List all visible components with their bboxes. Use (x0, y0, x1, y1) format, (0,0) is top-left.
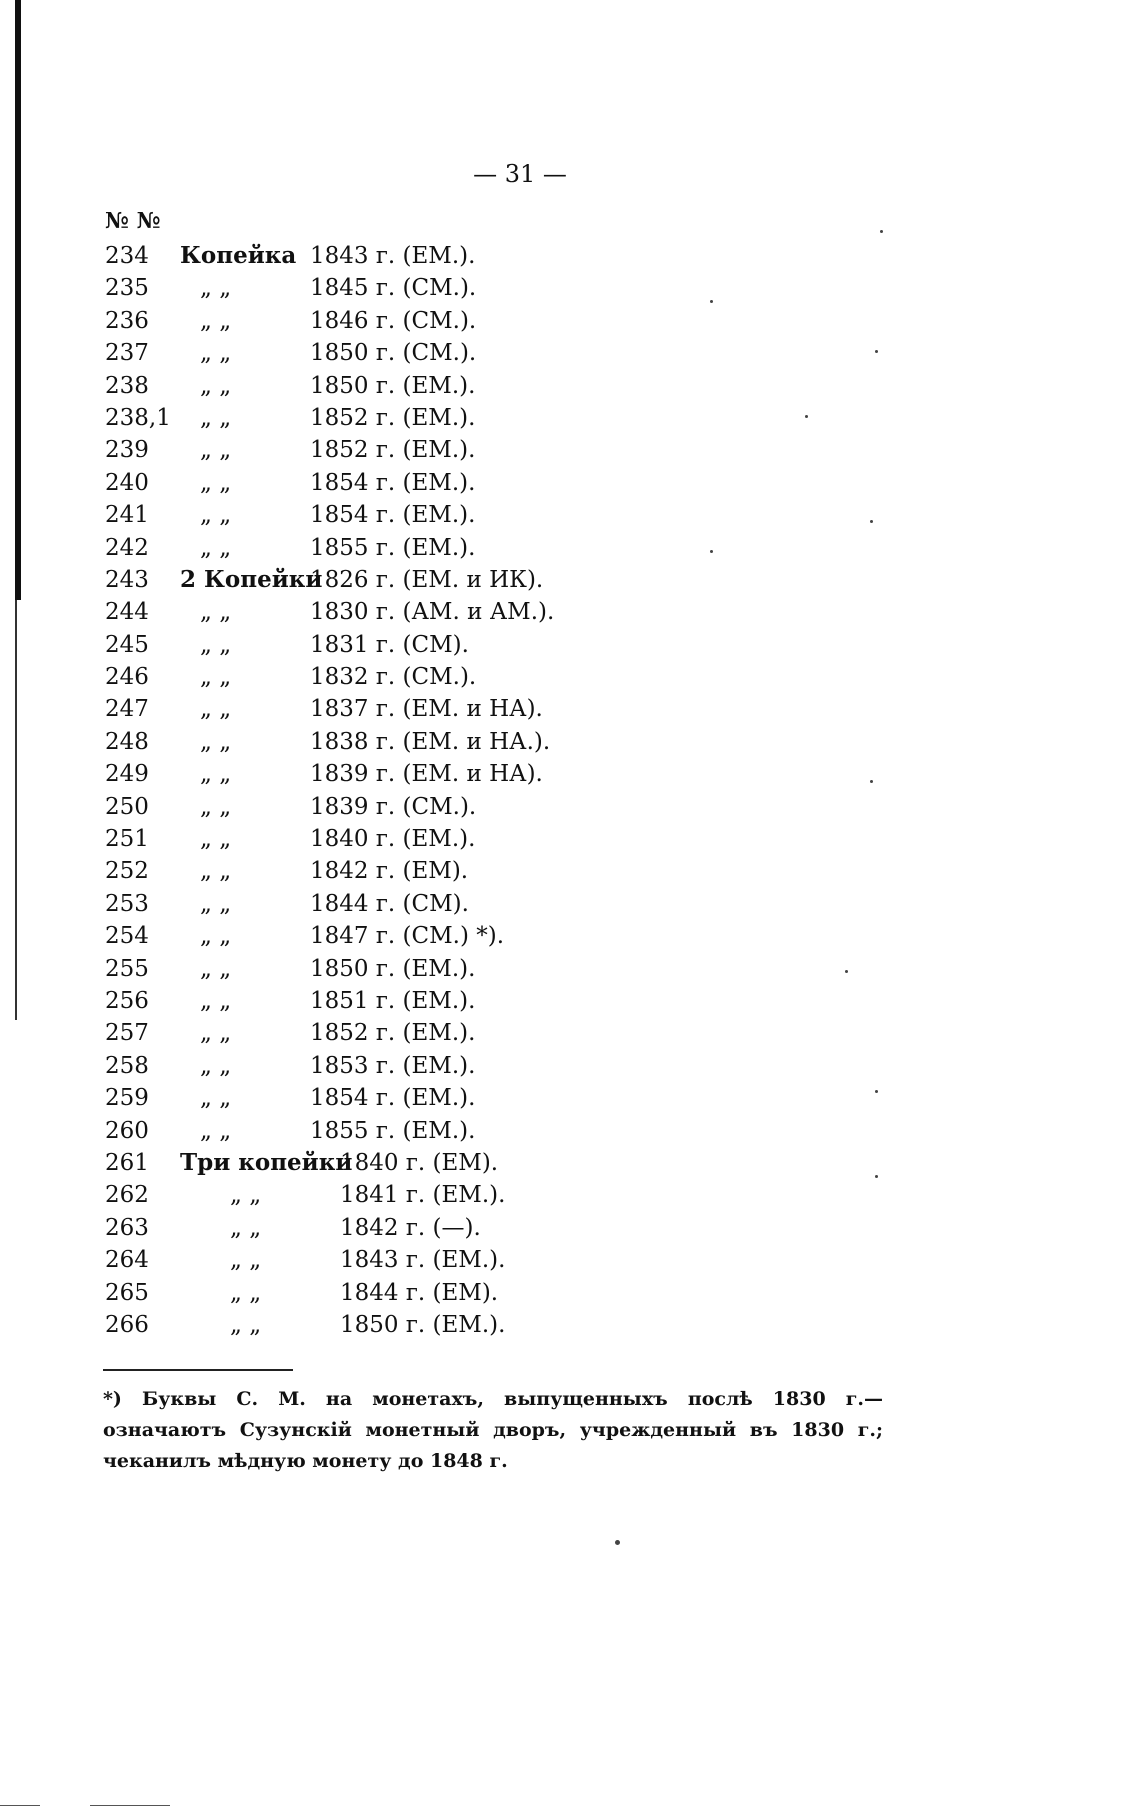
coin-year-mint: 1851 г. (ЕМ.). (310, 987, 476, 1014)
item-number: 264 (105, 1247, 149, 1274)
coin-year-mint: 1847 г. (СМ.) *). (310, 923, 505, 950)
coin-year-mint: 1840 г. (ЕМ.). (310, 826, 476, 853)
item-number: 260 (105, 1117, 149, 1144)
coin-year-mint: 1846 г. (СМ.). (310, 307, 477, 334)
list-item (0, 791, 900, 823)
coin-year-mint: 1852 г. (ЕМ.). (310, 437, 476, 464)
coin-year-mint: 1855 г. (ЕМ.). (310, 534, 476, 561)
list-item (0, 693, 900, 725)
coin-denomination: „ „ (200, 469, 232, 496)
scan-speck (870, 780, 873, 783)
item-number: 245 (105, 631, 149, 658)
page-number: — 31 — (473, 160, 567, 188)
scan-speck (845, 970, 848, 973)
item-number: 242 (105, 534, 149, 561)
scan-speck (710, 300, 713, 303)
coin-year-mint: 1845 г. (СМ.). (310, 275, 477, 302)
scan-speck (875, 1090, 878, 1093)
list-item (0, 240, 900, 272)
item-number: 266 (105, 1311, 149, 1338)
coin-denomination: „ „ (230, 1311, 262, 1338)
list-item (0, 823, 900, 855)
item-number: 238 (105, 372, 149, 399)
list-item (0, 370, 900, 402)
list-item (0, 1147, 900, 1179)
footnote: *) Буквы С. М. на монетахъ, выпущенныхъ послѣ 1830 г.—означаютъ Сузунскій монетный дворъ, учрежденный въ 1830 г.; чеканилъ мѣдную монету до 1848 г. (103, 1388, 883, 1472)
coin-year-mint: 1850 г. (ЕМ.). (310, 955, 476, 982)
list-item (0, 1244, 900, 1276)
item-number: 259 (105, 1085, 149, 1112)
coin-year-mint: 1838 г. (ЕМ. и НА.). (310, 728, 551, 755)
coin-year-mint: 1830 г. (АМ. и АМ.). (310, 599, 555, 626)
coin-denomination: „ „ (200, 987, 232, 1014)
coin-denomination: „ „ (200, 890, 232, 917)
coin-denomination: Три копейки (180, 1148, 353, 1176)
list-item (0, 953, 900, 985)
coin-year-mint: 1837 г. (ЕМ. и НА). (310, 696, 543, 723)
item-number: 237 (105, 340, 149, 367)
coin-denomination: „ „ (200, 793, 232, 820)
list-item (0, 305, 900, 337)
coin-year-mint: 1842 г. (ЕМ). (310, 858, 469, 885)
item-number: 254 (105, 923, 149, 950)
list-item (0, 1017, 900, 1049)
scan-speck (615, 1540, 620, 1545)
item-number: 246 (105, 664, 149, 691)
item-number: 251 (105, 826, 149, 853)
item-number: 262 (105, 1182, 149, 1209)
coin-denomination: „ „ (200, 340, 232, 367)
list-item (0, 596, 900, 628)
scan-edge-line (90, 1805, 170, 1806)
coin-year-mint: 1841 г. (ЕМ.). (340, 1182, 506, 1209)
list-item (0, 499, 900, 531)
item-number: 252 (105, 858, 149, 885)
coin-year-mint: 1850 г. (СМ.). (310, 340, 477, 367)
coin-year-mint: 1854 г. (ЕМ.). (310, 469, 476, 496)
coin-denomination: „ „ (230, 1279, 262, 1306)
coin-year-mint: 1843 г. (ЕМ.). (340, 1247, 506, 1274)
list-item (0, 1082, 900, 1114)
list-item (0, 855, 900, 887)
footnote-rule (103, 1369, 293, 1371)
coin-denomination: „ „ (200, 372, 232, 399)
scan-speck (870, 520, 873, 523)
list-item (0, 920, 900, 952)
list-item (0, 272, 900, 304)
coin-year-mint: 1854 г. (ЕМ.). (310, 1085, 476, 1112)
coin-denomination: „ „ (200, 1052, 232, 1079)
item-number: 247 (105, 696, 149, 723)
scan-speck (710, 550, 713, 553)
scan-speck (805, 415, 808, 418)
coin-denomination: Копейка (180, 242, 297, 269)
item-number: 265 (105, 1279, 149, 1306)
coin-list (0, 240, 900, 1341)
coin-denomination: „ „ (200, 858, 232, 885)
list-item (0, 337, 900, 369)
coin-denomination: „ „ (230, 1182, 262, 1209)
list-item (0, 1212, 900, 1244)
coin-denomination: „ „ (200, 1117, 232, 1144)
list-item (0, 1050, 900, 1082)
coin-denomination: „ „ (200, 599, 232, 626)
coin-denomination: „ „ (200, 761, 232, 788)
list-item (0, 1115, 900, 1147)
item-number: 238,1 (105, 404, 171, 431)
item-number: 249 (105, 761, 149, 788)
coin-year-mint: 1854 г. (ЕМ.). (310, 502, 476, 529)
coin-denomination: „ „ (200, 275, 232, 302)
coin-denomination: „ „ (200, 696, 232, 723)
scan-speck (875, 350, 878, 353)
item-number: 261 (105, 1149, 149, 1176)
coin-denomination: „ „ (200, 404, 232, 431)
coin-year-mint: 1850 г. (ЕМ.). (340, 1311, 506, 1338)
coin-denomination: „ „ (200, 502, 232, 529)
item-number: 248 (105, 728, 149, 755)
item-number: 256 (105, 987, 149, 1014)
coin-denomination: „ „ (200, 1085, 232, 1112)
item-number: 257 (105, 1020, 149, 1047)
coin-year-mint: 1853 г. (ЕМ.). (310, 1052, 476, 1079)
coin-year-mint: 1852 г. (ЕМ.). (310, 404, 476, 431)
item-number: 241 (105, 502, 149, 529)
item-number: 243 (105, 566, 149, 593)
item-number: 255 (105, 955, 149, 982)
coin-denomination: „ „ (200, 1020, 232, 1047)
coin-denomination: „ „ (200, 955, 232, 982)
coin-denomination: „ „ (230, 1247, 262, 1274)
coin-denomination: „ „ (200, 307, 232, 334)
list-item (0, 1179, 900, 1211)
list-item (0, 532, 900, 564)
list-item (0, 888, 900, 920)
list-item (0, 1309, 900, 1341)
coin-year-mint: 1839 г. (СМ.). (310, 793, 477, 820)
item-number: 234 (105, 243, 149, 269)
list-item (0, 434, 900, 466)
scan-edge-line (0, 1805, 40, 1806)
coin-denomination: „ „ (200, 923, 232, 950)
coin-year-mint: 1832 г. (СМ.). (310, 664, 477, 691)
list-item (0, 629, 900, 661)
item-number: 250 (105, 793, 149, 820)
coin-denomination: „ „ (200, 728, 232, 755)
coin-year-mint: 1844 г. (ЕМ). (340, 1279, 499, 1306)
list-item (0, 564, 900, 596)
coin-year-mint: 1850 г. (ЕМ.). (310, 372, 476, 399)
coin-year-mint: 1852 г. (ЕМ.). (310, 1020, 476, 1047)
item-number: 258 (105, 1052, 149, 1079)
coin-year-mint: 1840 г. (ЕМ). (340, 1149, 499, 1176)
item-number: 253 (105, 890, 149, 917)
list-item (0, 661, 900, 693)
coin-year-mint: 1839 г. (ЕМ. и НА). (310, 761, 543, 788)
item-number: 263 (105, 1214, 149, 1241)
coin-denomination: „ „ (200, 826, 232, 853)
coin-year-mint: 1844 г. (СМ). (310, 890, 469, 917)
coin-denomination: „ „ (200, 437, 232, 464)
scan-speck (875, 1175, 878, 1178)
list-item (0, 758, 900, 790)
item-number: 244 (105, 599, 149, 626)
scan-speck (880, 230, 883, 233)
coin-denomination: 2 Копейки (180, 565, 323, 593)
coin-year-mint: 1843 г. (ЕМ.). (310, 243, 476, 269)
coin-denomination: „ „ (200, 631, 232, 658)
list-item (0, 402, 900, 434)
coin-denomination: „ „ (230, 1214, 262, 1241)
item-number: 239 (105, 437, 149, 464)
column-header: № № (105, 208, 161, 234)
coin-year-mint: 1831 г. (СМ). (310, 631, 469, 658)
coin-year-mint: 1842 г. (—). (340, 1214, 481, 1241)
coin-denomination: „ „ (200, 664, 232, 691)
item-number: 236 (105, 307, 149, 334)
coin-year-mint: 1855 г. (ЕМ.). (310, 1117, 476, 1144)
list-item (0, 467, 900, 499)
list-item (0, 1277, 900, 1309)
list-item (0, 985, 900, 1017)
list-item (0, 726, 900, 758)
coin-year-mint: 1826 г. (ЕМ. и ИК). (310, 566, 544, 593)
item-number: 235 (105, 275, 149, 302)
coin-denomination: „ „ (200, 534, 232, 561)
item-number: 240 (105, 469, 149, 496)
